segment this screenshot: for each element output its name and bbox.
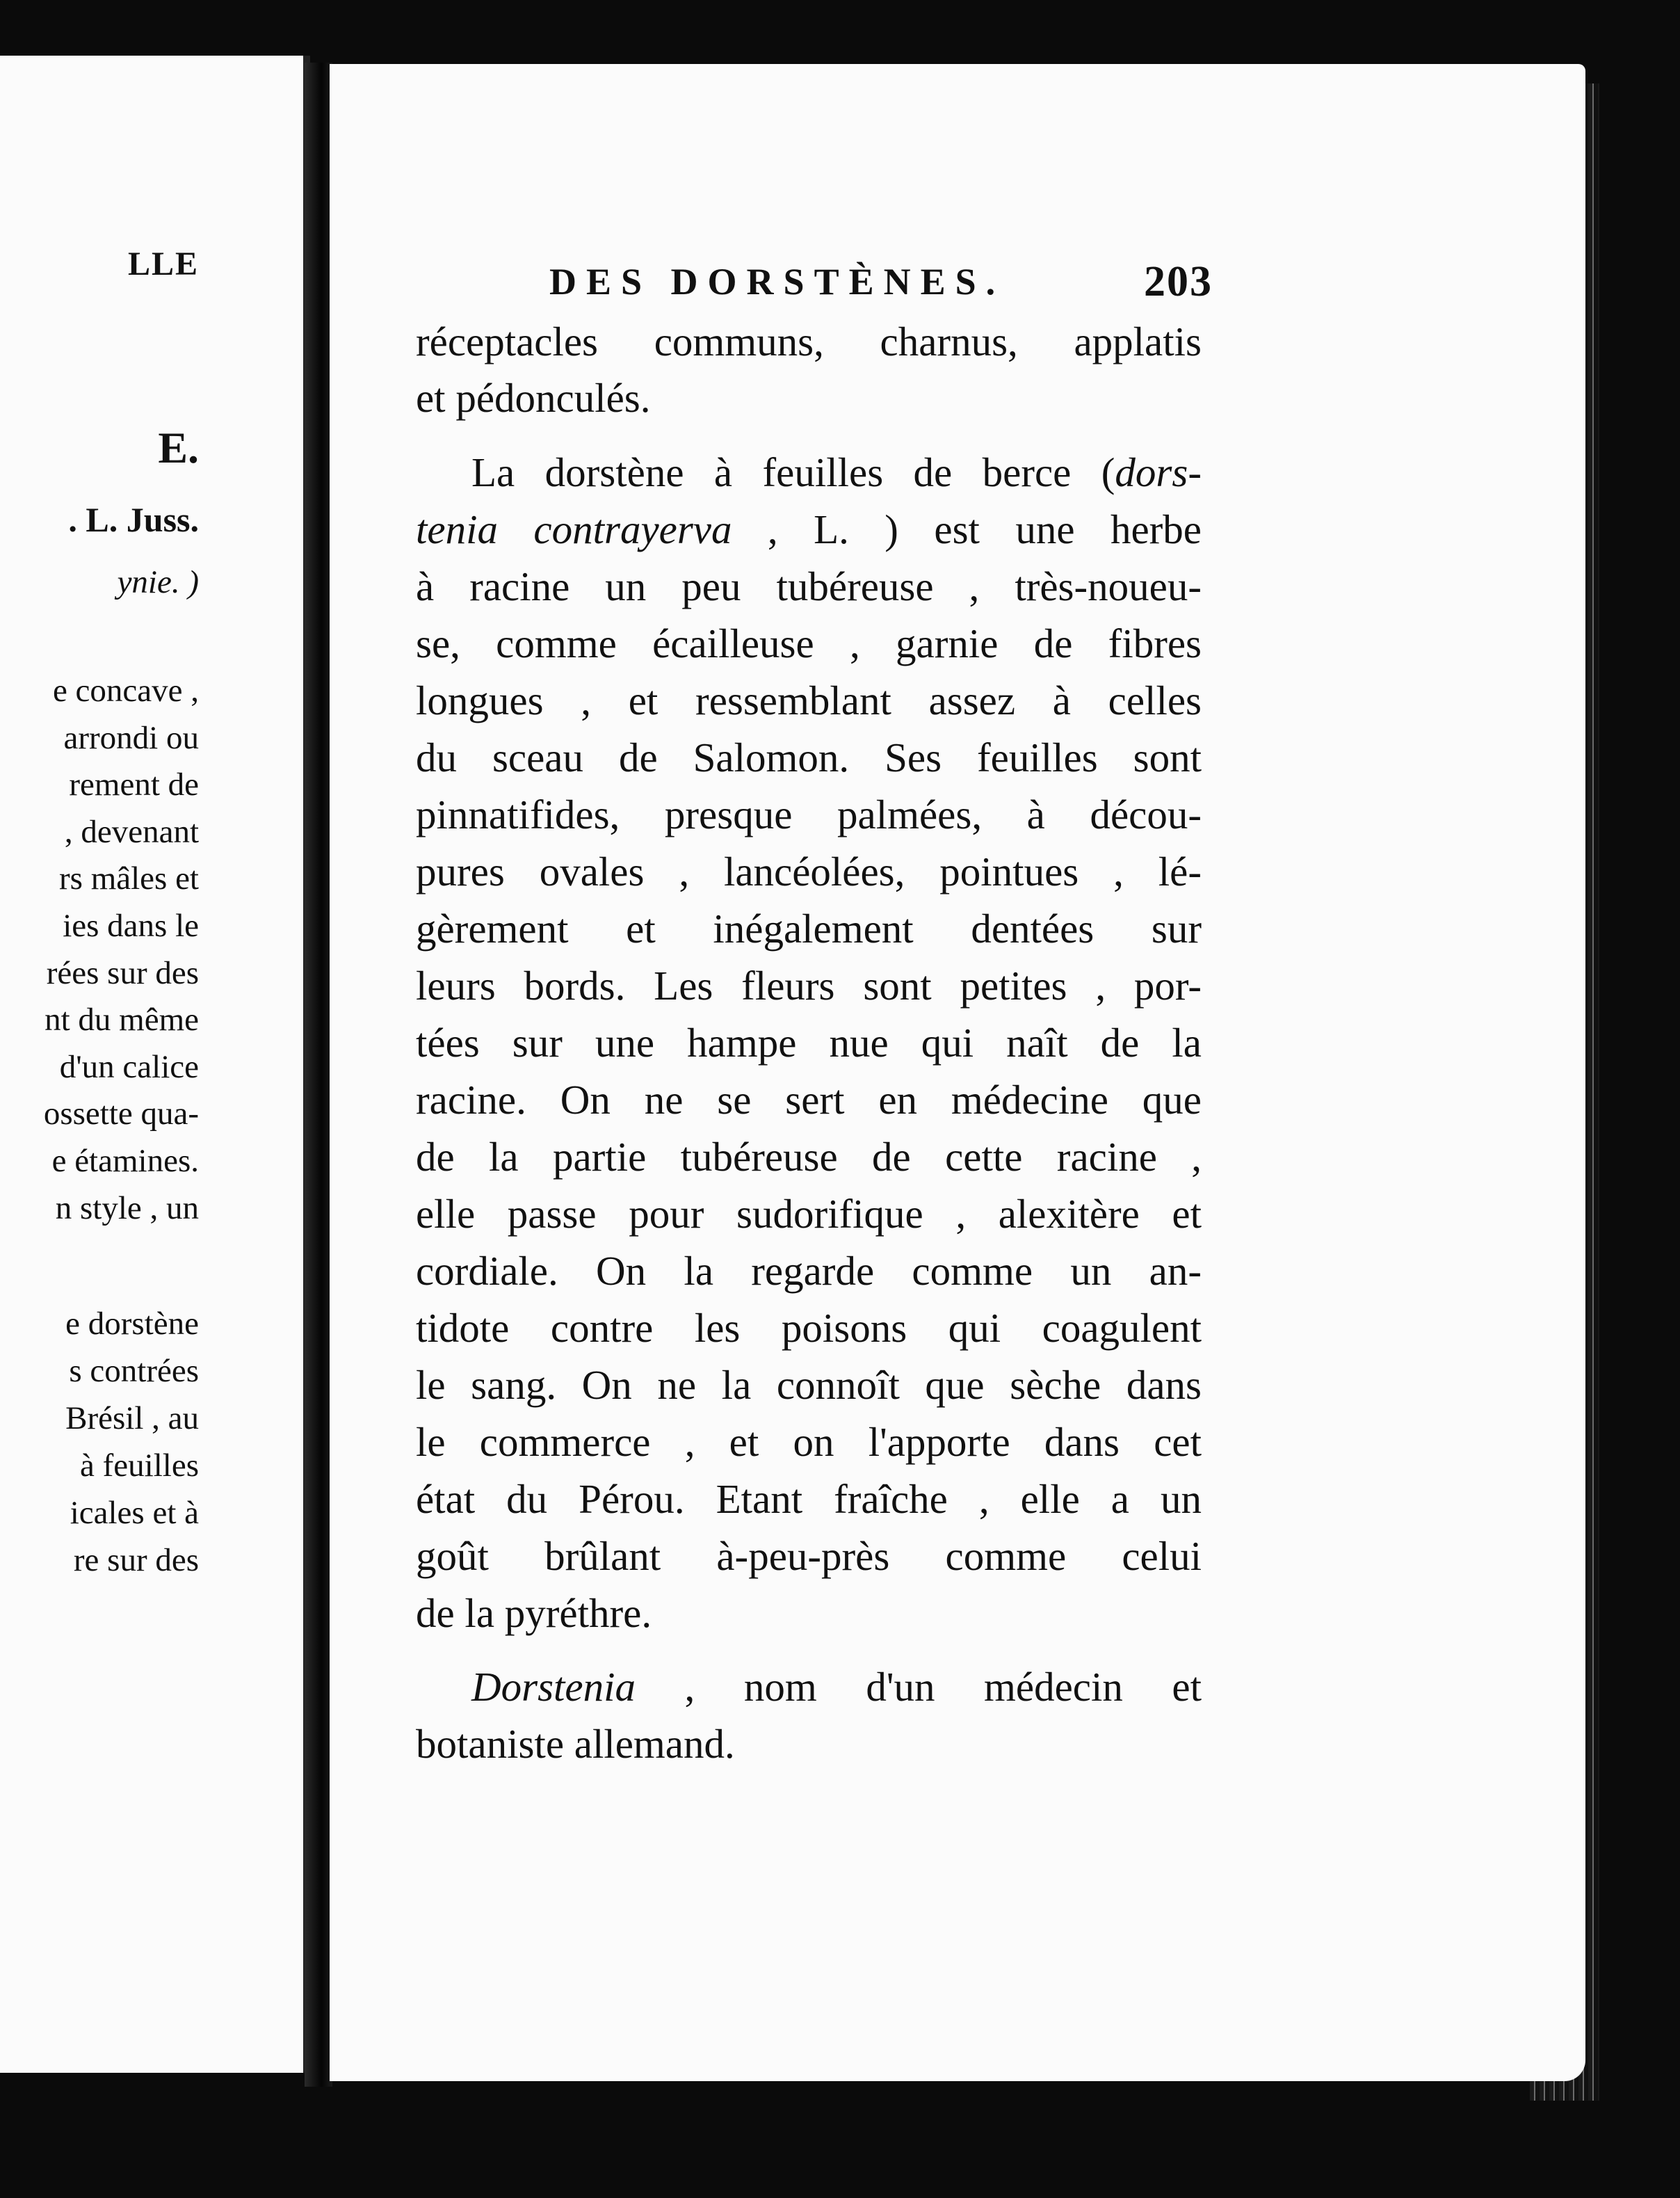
left-line: nt du même: [45, 1002, 199, 1038]
body-line: état du Pérou. Etant fraîche , elle a un: [416, 1476, 1202, 1522]
left-line: arrondi ou: [63, 720, 199, 756]
body-line: cordiale. On la regarde comme un an-: [416, 1248, 1202, 1294]
body-line: botaniste allemand.: [416, 1721, 735, 1767]
running-head: [549, 258, 1213, 305]
left-line: à feuilles: [80, 1447, 199, 1484]
book-spine: [305, 63, 332, 2087]
left-line: ynie. ): [117, 564, 199, 600]
left-line: ies dans le: [63, 908, 199, 944]
running-head-title: DES DORSTÈNES.: [549, 261, 1005, 303]
left-line: icales et à: [70, 1495, 199, 1531]
body-line: tées sur une hampe nue qui naît de la: [416, 1020, 1202, 1066]
left-line: n style , un: [55, 1190, 199, 1226]
right-page: [330, 64, 1585, 2081]
left-line: rs mâles et: [59, 860, 199, 897]
left-line: E.: [158, 423, 199, 472]
body-line: de la pyréthre.: [416, 1590, 652, 1636]
left-line: . L. Juss.: [68, 500, 199, 539]
left-line: s contrées: [69, 1353, 199, 1389]
left-line: e dorstène: [65, 1306, 199, 1342]
body-line: goût brûlant à-peu-près comme celui: [416, 1533, 1202, 1579]
body-line: La dorstène à feuilles de berce (dors-: [471, 449, 1202, 495]
body-line: se, comme écailleuse , garnie de fibres: [416, 620, 1202, 666]
body-line: à racine un peu tubéreuse , très-noueu-: [416, 563, 1202, 609]
body-line: de la partie tubéreuse de cette racine ,: [416, 1134, 1202, 1180]
body-line: le commerce , et on l'apporte dans cet: [416, 1419, 1202, 1465]
body-line: racine. On ne se sert en médecine que: [416, 1077, 1202, 1123]
left-line: e étamines.: [51, 1143, 199, 1179]
left-line: ossette qua-: [43, 1096, 199, 1132]
left-page: [0, 56, 310, 2073]
body-line: elle passe pour sudorifique , alexitère et: [416, 1191, 1202, 1237]
body-line: gèrement et inégalement dentées sur: [416, 906, 1202, 952]
page-number: 203: [1144, 258, 1213, 305]
body-line: du sceau de Salomon. Ses feuilles sont: [416, 735, 1202, 780]
left-line: rées sur des: [46, 955, 199, 991]
left-line: , devenant: [64, 814, 199, 850]
body-line: tidote contre les poisons qui coagulent: [416, 1305, 1202, 1351]
body-line: pinnatifides, presque palmées, à décou-: [416, 792, 1202, 837]
left-line: e concave ,: [52, 673, 199, 709]
left-line: Brésil , au: [65, 1400, 199, 1436]
left-line: LLE: [127, 246, 199, 282]
left-line: re sur des: [73, 1542, 199, 1578]
body-line: leurs bords. Les fleurs sont petites , por-: [416, 963, 1202, 1009]
body-line-dorstenia: Dorstenia , nom d'un médecin et: [471, 1664, 1202, 1710]
body-line: pures ovales , lancéolées, pointues , lé-: [416, 849, 1202, 895]
left-line: d'un calice: [59, 1049, 199, 1085]
body-line: réceptacles communs, charnus, applatis: [416, 319, 1202, 364]
left-line: rement de: [69, 767, 199, 803]
body-line: tenia contrayerva , L. ) est une herbe: [416, 506, 1202, 552]
body-line: et pédonculés.: [416, 375, 651, 421]
body-line: le sang. On ne la connoît que sèche dans: [416, 1362, 1202, 1408]
body-line: longues , et ressemblant assez à celles: [416, 677, 1202, 723]
